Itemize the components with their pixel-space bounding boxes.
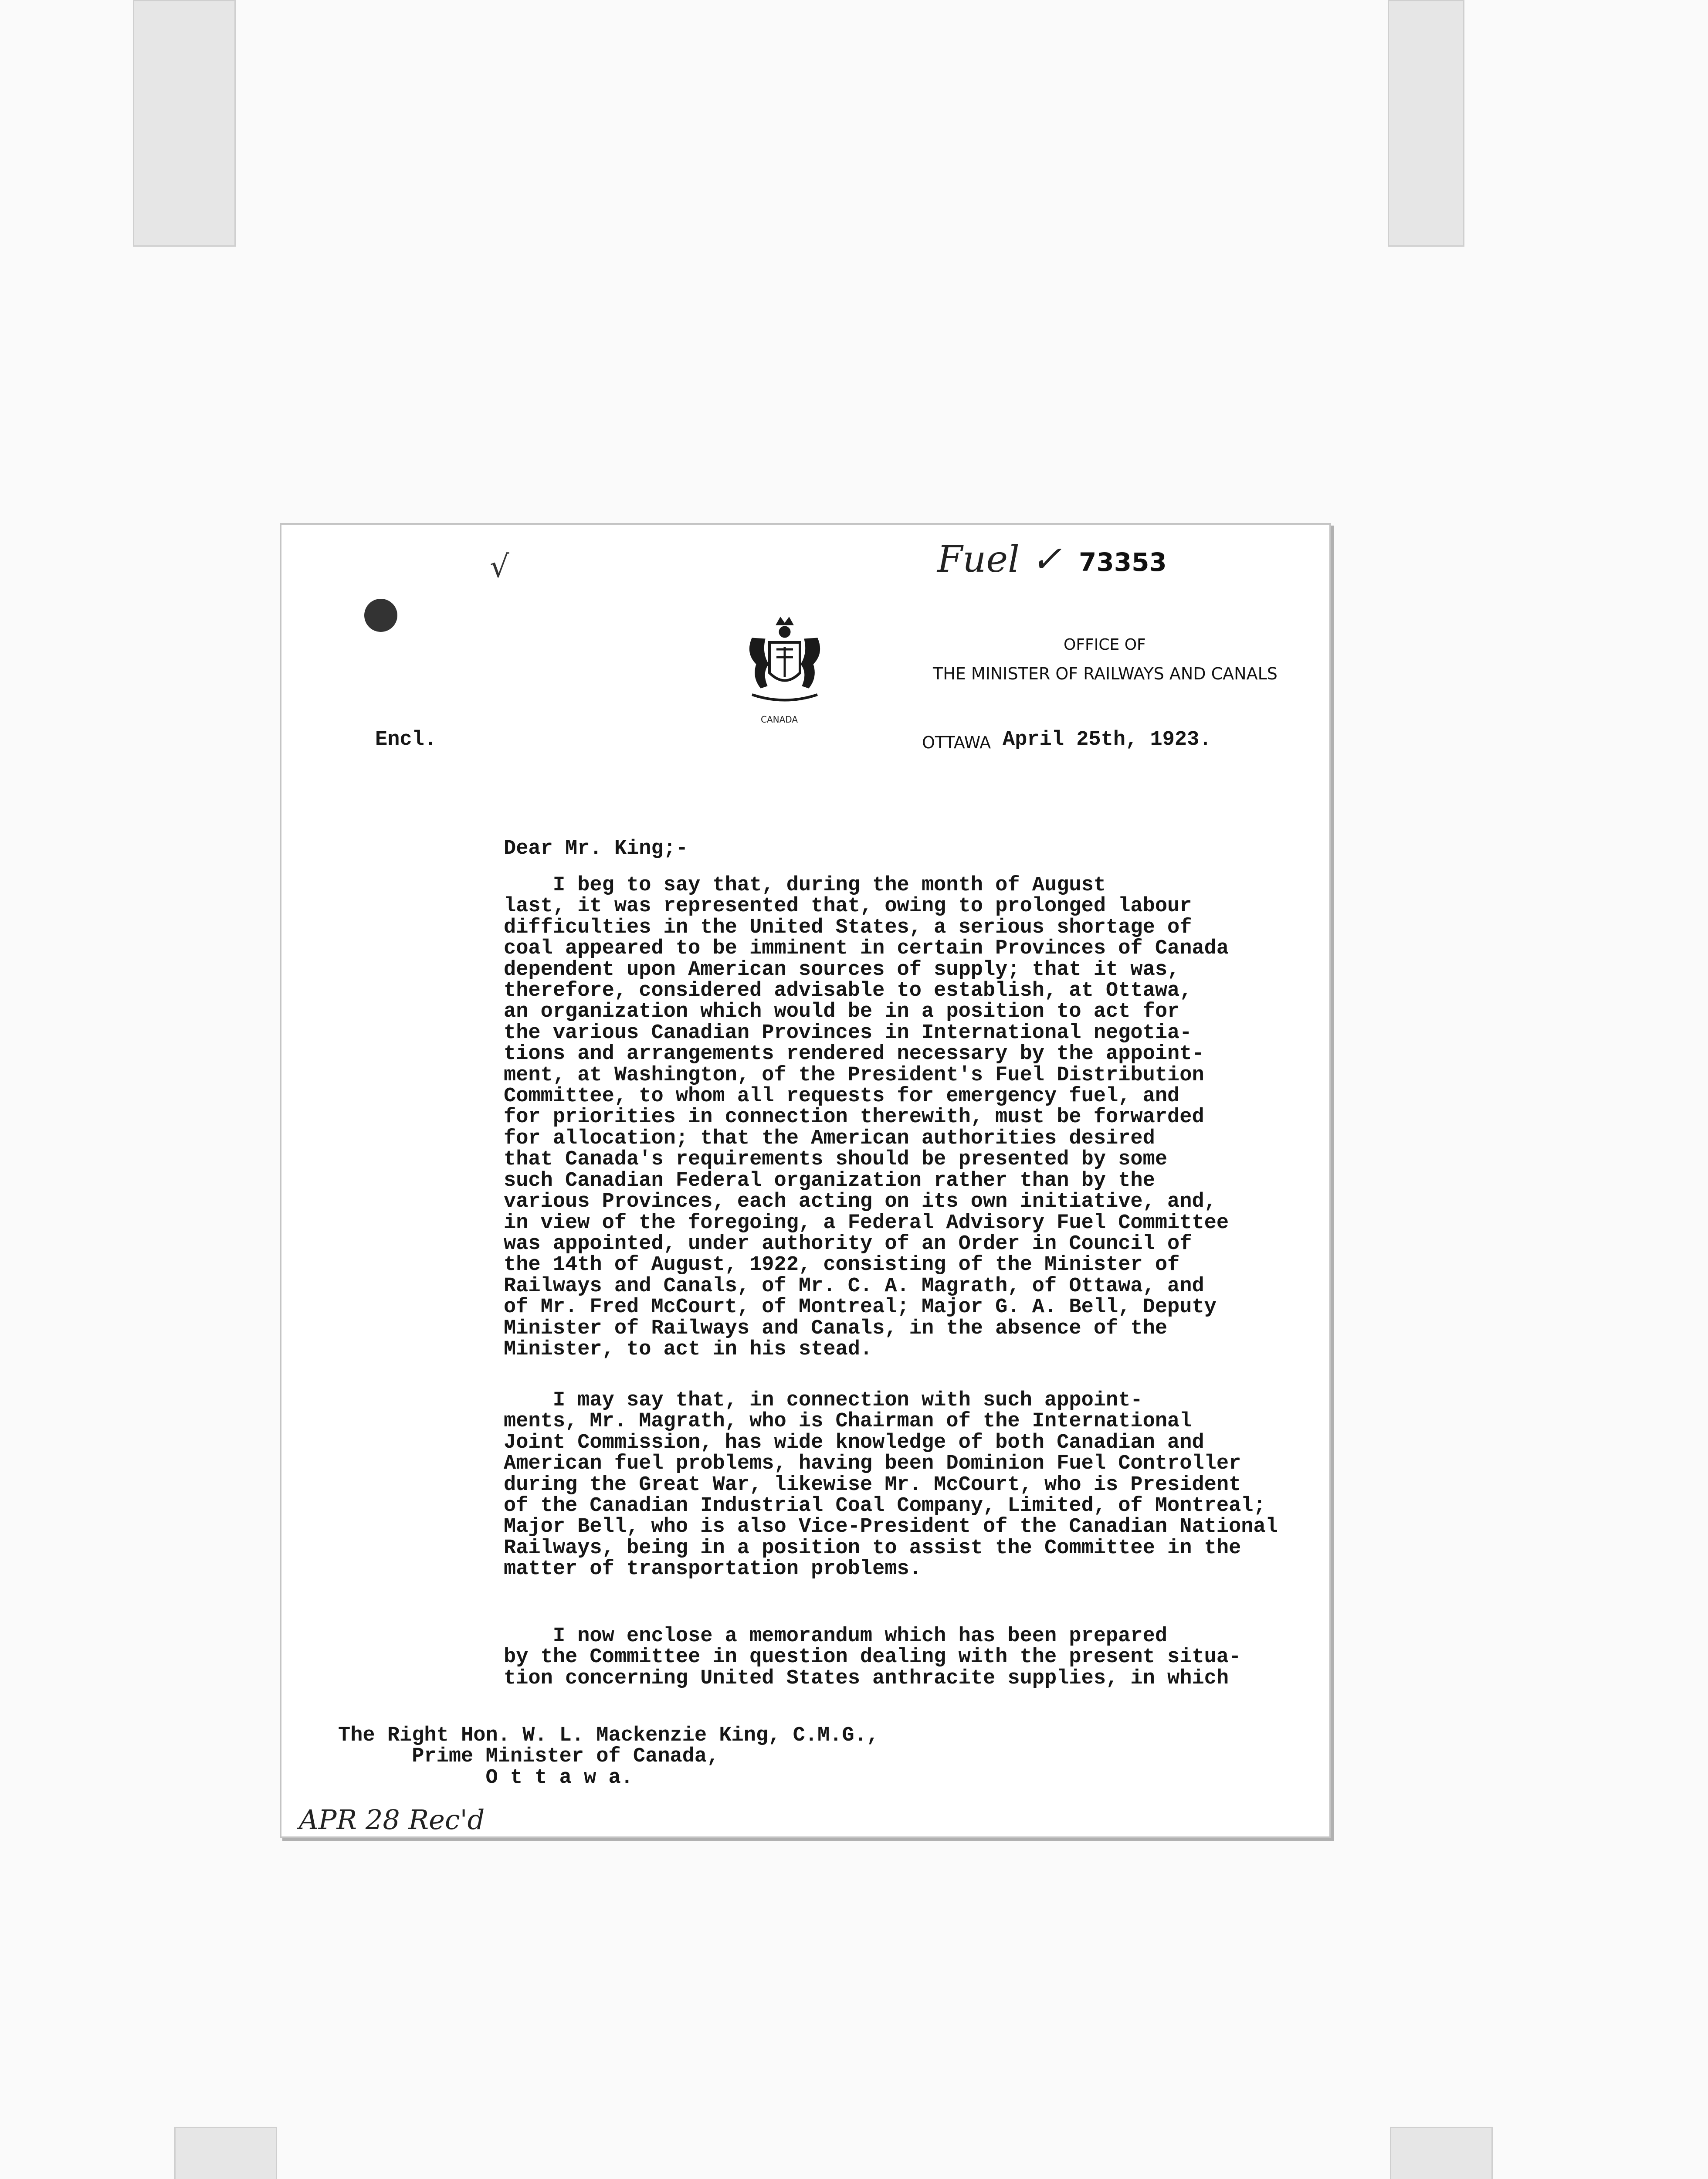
recipient-address [338, 1725, 879, 1789]
punch-hole [364, 599, 397, 632]
letter-line: Minister, to act in his stead. [504, 1337, 873, 1361]
letter-line: an organization which would be in a position to act for [504, 1000, 1180, 1024]
letter-line: of the Canadian Industrial Coal Company, Limited, of Montreal; [504, 1494, 1266, 1518]
letter-line: various Provinces, each acting on its own initiative, and, [504, 1190, 1217, 1214]
check-mark-annotation: √ [490, 549, 509, 584]
letter-line: tion concerning United States anthracite supplies, in which [504, 1666, 1229, 1690]
letter-line: last, it was represented that, owing to prolonged labour [504, 895, 1192, 918]
letter-line: of Mr. Fred McCourt, of Montreal; Major G. A. Bell, Deputy [504, 1296, 1217, 1319]
letter-line: I may say that, in connection with such appoint- [504, 1389, 1143, 1412]
recipient-line: The Right Hon. W. L. Mackenzie King, C.M.G., [338, 1724, 879, 1747]
mounting-tape-bottom-right [1390, 2127, 1493, 2179]
body-paragraph-2 [504, 1390, 1278, 1580]
letter-line: by the Committee in question dealing with the present situa- [504, 1646, 1241, 1669]
mounting-tape-top-right [1388, 0, 1464, 247]
letter-line: I now enclose a memorandum which has been prepared [504, 1625, 1168, 1648]
letter-line: Railways and Canals, of Mr. C. A. Magrath, of Ottawa, and [504, 1274, 1204, 1298]
recipient-line: O t t a w a. [338, 1766, 633, 1789]
letter-date: April 25th, 1923. [1003, 728, 1212, 751]
letter-line: the various Canadian Provinces in International negotia- [504, 1021, 1192, 1045]
letter-line: American fuel problems, having been Dominion Fuel Controller [504, 1452, 1241, 1476]
office-line-1: OFFICE OF [1064, 636, 1146, 654]
mounting-tape-bottom-left [174, 2127, 277, 2179]
letter-line: the 14th of August, 1922, consisting of the Minister of [504, 1253, 1180, 1277]
letter-line: that Canada's requirements should be presented by some [504, 1148, 1168, 1171]
salutation: Dear Mr. King;- [504, 837, 688, 860]
letter-line: for priorities in connection therewith, must be forwarded [504, 1106, 1204, 1129]
letter-line: matter of transportation problems. [504, 1558, 922, 1581]
letter-line: Major Bell, who is also Vice-President of the Canadian National [504, 1515, 1278, 1539]
letter-line: in view of the foregoing, a Federal Advisory Fuel Committee [504, 1211, 1229, 1235]
letter-line: I beg to say that, during the month of August [504, 874, 1106, 897]
enclosure-note: Encl. [375, 728, 437, 751]
crest-caption: CANADA [761, 714, 798, 725]
recipient-line: Prime Minister of Canada, [338, 1745, 719, 1768]
letter-line: during the Great War, likewise Mr. McCourt, who is President [504, 1473, 1241, 1497]
handwritten-file-annotation: Fuel ✓ [937, 538, 1062, 580]
letter-line: Minister of Railways and Canals, in the absence of the [504, 1317, 1168, 1340]
letter-line: ment, at Washington, of the President's Fuel Distribution [504, 1063, 1204, 1087]
letter-sheet [280, 523, 1331, 1838]
office-line-2: THE MINISTER OF RAILWAYS AND CANALS [933, 664, 1278, 683]
letter-line: dependent upon American sources of supply; that it was, [504, 958, 1180, 981]
letter-line: was appointed, under authority of an Order in Council of [504, 1232, 1192, 1256]
body-paragraph-1 [504, 875, 1229, 1360]
letterhead-place: OTTAWA [922, 733, 991, 752]
letter-line: ments, Mr. Magrath, who is Chairman of the International [504, 1410, 1192, 1433]
body-paragraph-3 [504, 1626, 1241, 1689]
letter-line: Committee, to whom all requests for emergency fuel, and [504, 1085, 1180, 1108]
letter-line: for allocation; that the American authorities desired [504, 1127, 1155, 1150]
coat-of-arms-crest [735, 612, 835, 712]
letter-line: such Canadian Federal organization rather than by the [504, 1169, 1155, 1192]
mounting-tape-top-left [133, 0, 236, 247]
letter-line: Railways, being in a position to assist the Committee in the [504, 1536, 1241, 1560]
letter-line: therefore, considered advisable to establish, at Ottawa, [504, 979, 1192, 1003]
file-number: 73353 [1079, 547, 1167, 577]
letter-line: difficulties in the United States, a serious shortage of [504, 916, 1192, 939]
letter-line: tions and arrangements rendered necessary by the appoint- [504, 1042, 1204, 1066]
letter-line: coal appeared to be imminent in certain Provinces of Canada [504, 937, 1229, 961]
received-stamp: APR 28 Rec'd [299, 1804, 485, 1836]
letter-line: Joint Commission, has wide knowledge of both Canadian and [504, 1431, 1204, 1454]
